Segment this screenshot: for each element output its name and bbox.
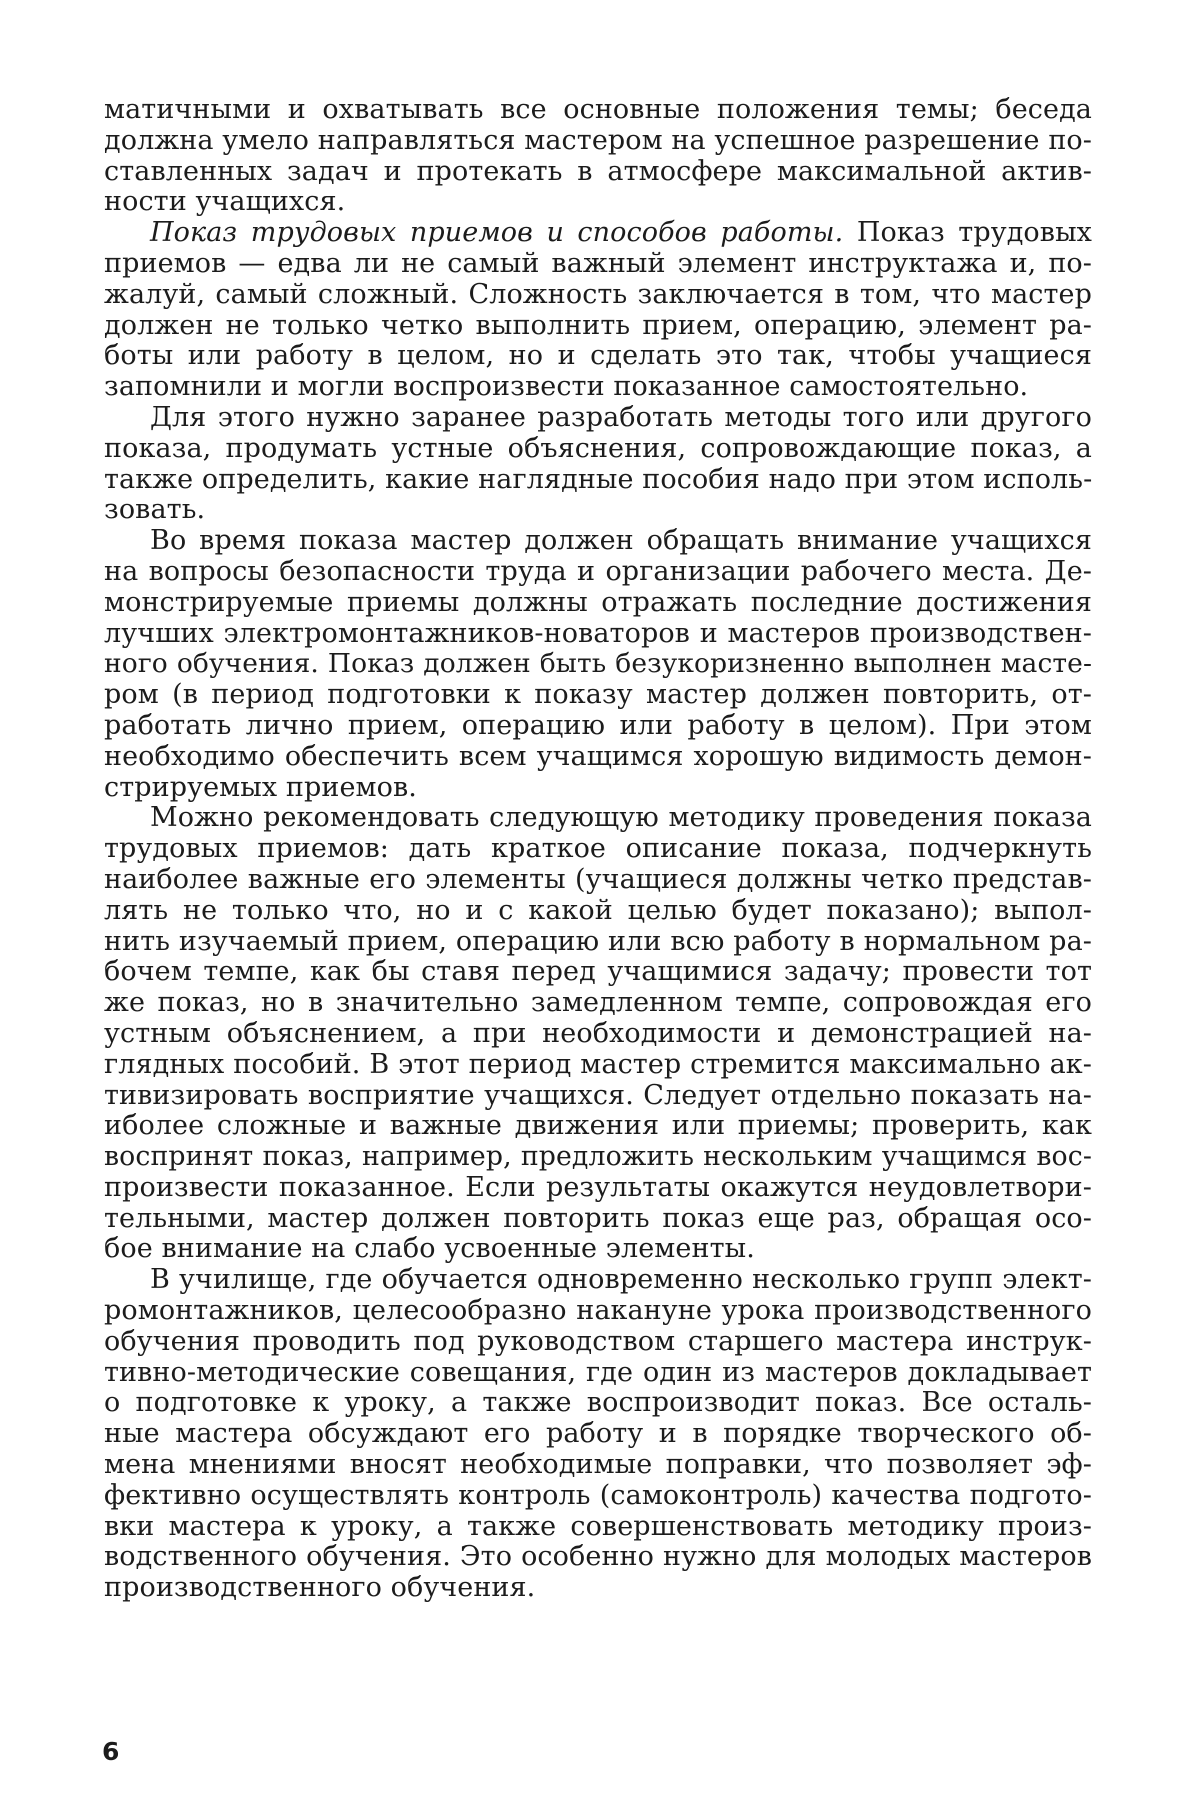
text-line: В училище, где обучается одновременно несколько групп элект- <box>150 1264 1092 1296</box>
page-number: 6 <box>102 1737 120 1766</box>
text-line: тивно-методические совещания, где один из мастеров докладывает <box>104 1356 1092 1388</box>
text-line: матичными и охватывать все основные положения темы; беседа <box>104 94 1092 125</box>
section-heading: Показ трудовых приемов и способов работы. <box>150 217 844 249</box>
text-line: Для этого нужно заранее разработать методы того или другого <box>150 401 1092 433</box>
paragraph-continuation <box>104 95 1092 218</box>
text-line: водственного обучения. Это особенно нужно для молодых мастеров <box>104 1541 1092 1573</box>
text-line: наиболее важные его элементы (учащиеся должны четко представ- <box>104 863 1092 895</box>
text-run: Показ трудовых <box>856 217 1093 249</box>
text-line: бочем темпе, как бы ставя перед учащимися задачу; провести тот <box>104 956 1092 988</box>
text-line: работать лично прием, операцию или работу в целом). При этом <box>104 709 1092 741</box>
text-line: ного обучения. Показ должен быть безукоризненно выполнен масте- <box>104 648 1092 680</box>
text-line: лучших электромонтажников-новаторов и мастеров производствен- <box>104 617 1092 649</box>
text-line: монстрируемые приемы должны отражать последние достижения <box>104 586 1092 618</box>
text-line: ром (в период подготовки к показу мастер должен повторить, от- <box>104 679 1092 711</box>
text-line: производственного обучения. <box>104 1572 536 1604</box>
text-line: стрируемых приемов. <box>104 771 417 803</box>
text-line: также определить, какие наглядные пособия надо при этом исполь- <box>104 463 1093 495</box>
text-line: о подготовке к уроку, а также воспроизводит показ. Все осталь- <box>104 1387 1092 1419</box>
text-line: глядных пособий. В этот период мастер стремится максимально ак- <box>104 1048 1092 1080</box>
body-text <box>104 95 1092 1604</box>
text-line: воспринят показ, например, предложить нескольким учащимся вос- <box>104 1141 1092 1173</box>
text-line: жалуй, самый сложный. Сложность заключается в том, что мастер <box>104 278 1092 310</box>
text-line: ромонтажников, целесообразно накануне урока производственного <box>104 1295 1092 1327</box>
paragraph-methodology <box>104 803 1092 1265</box>
text-line: тельными, мастер должен повторить показ еще раз, обращая осо- <box>104 1202 1092 1234</box>
text-line: вки мастера к уроку, а также совершенствовать методику произ- <box>104 1510 1092 1542</box>
text-line: мена мнениями вносят необходимые поправки, что позволяет эф- <box>104 1449 1092 1481</box>
text-line: ставленных задач и протекать в атмосфере максимальной актив- <box>104 155 1092 187</box>
text-line: иболее сложные и важные движения или приемы; проверить, как <box>104 1110 1092 1142</box>
text-line: приемов — едва ли не самый важный элемент инструктажа и, по- <box>104 247 1092 279</box>
text-line <box>104 218 1092 249</box>
text-line: трудовых приемов: дать краткое описание показа, подчеркнуть <box>104 833 1092 865</box>
text-line: тивизировать восприятие учащихся. Следует отдельно показать на- <box>104 1079 1092 1111</box>
text-line: должна умело направляться мастером на успешное разрешение по- <box>104 124 1092 156</box>
text-line: нить изучаемый прием, операцию или всю работу в нормальном ра- <box>104 925 1092 957</box>
paragraph-preparation <box>104 403 1092 526</box>
text-line: необходимо обеспечить всем учащимся хорошую видимость демон- <box>104 740 1092 772</box>
text-line: должен не только четко выполнить прием, операцию, элемент ра- <box>104 309 1092 341</box>
text-line: фективно осуществлять контроль (самоконтроль) качества подгото- <box>104 1479 1092 1511</box>
text-line: ные мастера обсуждают его работу и в порядке творческого об- <box>104 1418 1092 1450</box>
paragraph-demonstration <box>104 218 1092 403</box>
text-line: зовать. <box>104 494 206 526</box>
paragraph-safety <box>104 526 1092 803</box>
text-line: Можно рекомендовать следующую методику проведения показа <box>150 802 1092 834</box>
text-line: устным объяснением, а при необходимости и демонстрацией на- <box>104 1017 1092 1049</box>
text-line: ности учащихся. <box>104 186 346 218</box>
text-line: запомнили и могли воспроизвести показанное самостоятельно. <box>104 371 1029 403</box>
text-line: обучения проводить под руководством старшего мастера инструк- <box>104 1325 1092 1357</box>
text-line: Во время показа мастер должен обращать внимание учащихся <box>150 525 1092 557</box>
text-line: показа, продумать устные объяснения, сопровождающие показ, а <box>104 432 1092 464</box>
paragraph-school-meetings <box>104 1265 1092 1604</box>
text-line: боты или работу в целом, но и сделать это так, чтобы учащиеся <box>104 340 1092 372</box>
text-line: на вопросы безопасности труда и организации рабочего места. Де- <box>104 555 1092 587</box>
text-line: произвести показанное. Если результаты окажутся неудовлетвори- <box>104 1171 1092 1203</box>
text-line: же показ, но в значительно замедленном темпе, сопровождая его <box>104 987 1092 1019</box>
text-line: бое внимание на слабо усвоенные элементы. <box>104 1233 755 1265</box>
text-line: лять не только что, но и с какой целью будет показано); выпол- <box>104 894 1092 926</box>
